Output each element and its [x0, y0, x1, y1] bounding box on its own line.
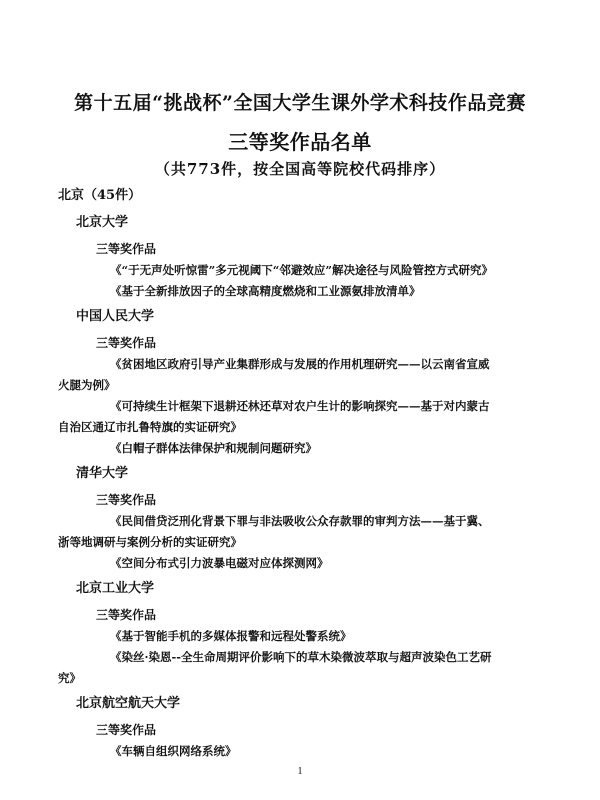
- award-category: 三等奖作品: [96, 608, 157, 622]
- page-subtitle: （共773件，按全国高等院校代码排序）: [154, 160, 446, 178]
- work-title-continuation: 自治区通辽市扎鲁特旗的实证研究》: [58, 420, 242, 434]
- award-category: 三等奖作品: [96, 336, 157, 350]
- award-list: [58, 184, 558, 762]
- school-name: 北京大学: [76, 215, 129, 230]
- work-title: 《基于智能手机的多媒体报警和远程处警系统》: [110, 629, 352, 643]
- work-title-continuation: 火腿为例》: [58, 378, 116, 392]
- school-name: 中国人民大学: [76, 309, 155, 324]
- page-title-secondary: 三等奖作品名单: [228, 130, 372, 154]
- school-name: 北京航空航天大学: [76, 696, 181, 711]
- work-title-continuation: 浙等地调研与案例分析的实证研究》: [58, 535, 242, 549]
- work-title: 《可持续生计框架下退耕还林还草对农户生计的影响探究——基于对内蒙古: [110, 399, 490, 413]
- work-title: 《白帽子群体法律保护和规制问题研究》: [110, 441, 317, 455]
- work-title: 《民间借贷泛刑化背景下罪与非法吸收公众存款罪的审判方法——基于冀、: [110, 514, 490, 528]
- school-name: 北京工业大学: [76, 581, 155, 596]
- work-title: 《“于无声处听惊雷”多元视阈下“邻避效应”解决途径与风险管控方式研究》: [110, 263, 493, 277]
- work-title: 《贫困地区政府引导产业集群形成与发展的作用机理研究——以云南省宣威: [110, 357, 490, 371]
- school-name: 清华大学: [76, 466, 129, 481]
- school-section: [58, 691, 558, 762]
- school-section: [58, 461, 558, 574]
- school-section: [58, 576, 558, 689]
- page-number: 1: [297, 766, 303, 777]
- region-heading: 北京（45件）: [58, 188, 142, 203]
- school-section: [58, 304, 558, 459]
- work-title-continuation: 究》: [58, 671, 81, 685]
- school-section: [58, 210, 558, 302]
- work-title: 《基于全新排放因子的全球高精度燃烧和工业源氨排放清单》: [110, 284, 421, 298]
- page-title: 第十五届“挑战杯”全国大学生课外学术科技作品竞赛: [74, 92, 526, 114]
- award-category: 三等奖作品: [96, 723, 157, 737]
- work-title: 《空间分布式引力波暴电磁对应体探测网》: [110, 556, 329, 570]
- work-title: 《染丝·染恩--全生命周期评价影响下的草木染微波萃取与超声波染色工艺研: [110, 650, 492, 664]
- award-category: 三等奖作品: [96, 493, 157, 507]
- work-title: 《车辆自组织网络系统》: [110, 744, 237, 758]
- award-category: 三等奖作品: [96, 242, 157, 256]
